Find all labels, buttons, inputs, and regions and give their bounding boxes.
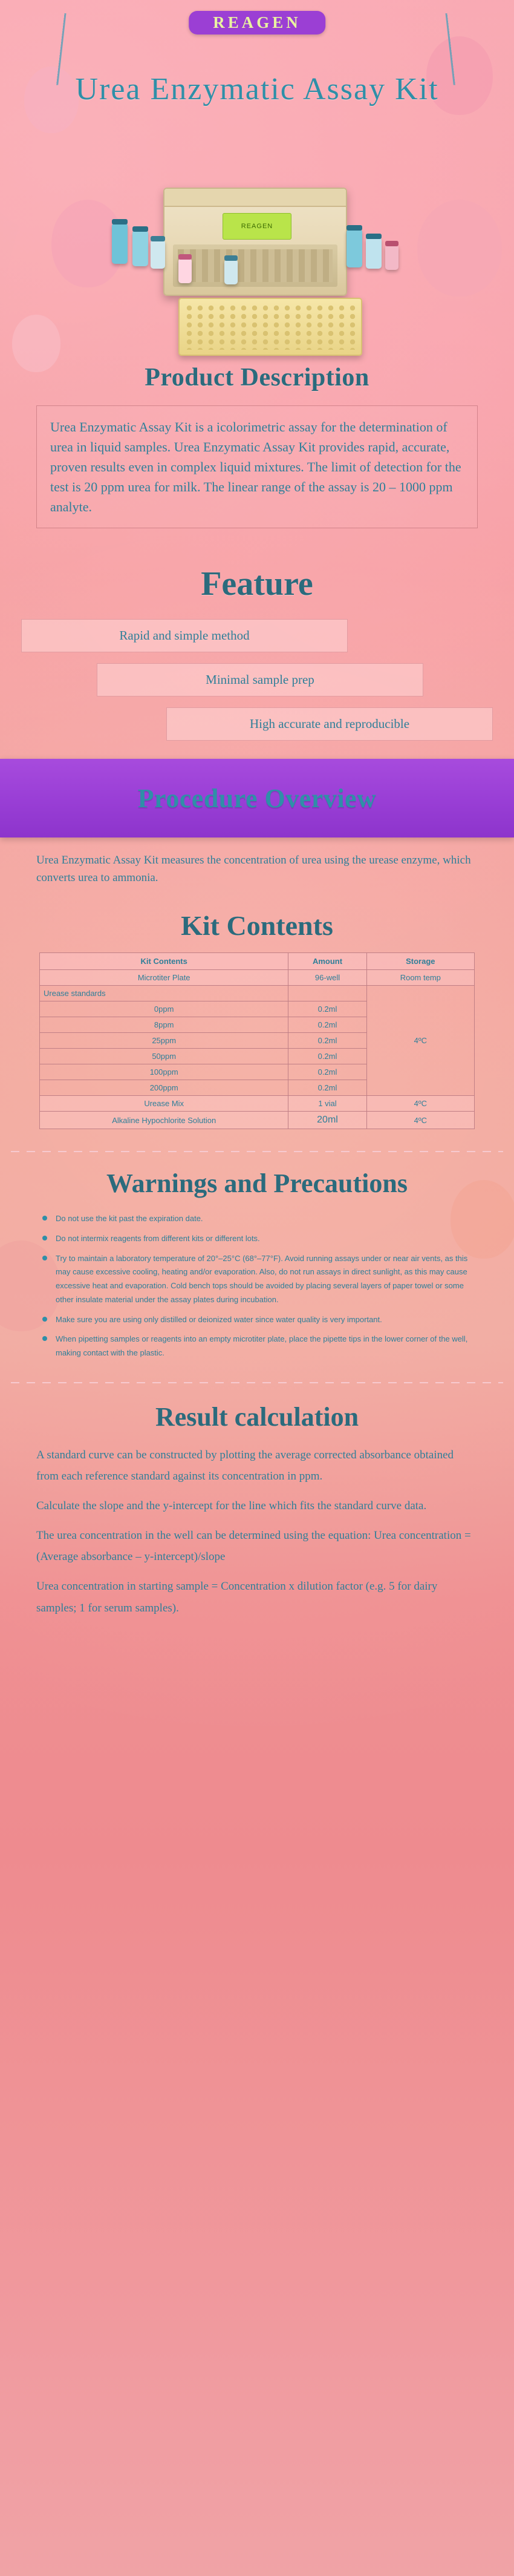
cell-name: Microtiter Plate	[40, 970, 288, 986]
feature-section	[0, 565, 514, 741]
list-item: Make sure you are using only distilled or deionized water since water quality is very important.	[42, 1313, 472, 1327]
kit-box-contents	[173, 244, 337, 287]
column-header-storage: Storage	[366, 953, 474, 970]
feature-item: High accurate and reproducible	[166, 707, 493, 741]
table-row	[40, 970, 475, 986]
warnings-list	[42, 1212, 472, 1360]
list-item: Do not use the kit past the expiration date.	[42, 1212, 472, 1226]
warnings-section	[0, 1168, 514, 1360]
cell-name: 8ppm	[40, 1017, 288, 1033]
reagent-vial	[151, 241, 165, 269]
reagent-vial	[224, 260, 238, 284]
cell-amount: 96-well	[288, 970, 366, 986]
kit-contents-table	[39, 952, 475, 1129]
kit-box-label: REAGEN	[223, 213, 291, 240]
cell-name: Alkaline Hypochlorite Solution	[40, 1112, 288, 1129]
column-header-amount: Amount	[288, 953, 366, 970]
cell-amount: 0.2ml	[288, 1033, 366, 1049]
paragraph: The urea concentration in the well can be determined using the equation: Urea concentration = (Average absorbance – y-intercept)/slope	[36, 1529, 471, 1564]
cell-storage: 4ºC	[366, 1096, 474, 1112]
reagent-vial	[346, 230, 362, 267]
microtiter-plate-illustration	[178, 298, 362, 356]
list-item: Try to maintain a laboratory temperature of 20°–25°C (68°–77°F). Avoid running assays under or near air vents, as this may cause excessive cooling, heating and/or evaporation. Also, do not run assays in direct sunlight, as this may cause excessive heat and evaporation. Cold bench tops should be avoided by placing several layers of paper towel or some other insulate material under the assay plates during incubation.	[42, 1252, 472, 1307]
kit-contents-heading: Kit Contents	[181, 910, 333, 941]
procedure-text: Urea Enzymatic Assay Kit measures the concentration of urea using the urease enzyme, which converts urea to ammonia.	[36, 854, 471, 884]
section-divider	[11, 1382, 503, 1383]
procedure-overview-section	[0, 759, 514, 887]
cell-storage: 4ºC	[366, 1112, 474, 1129]
table-header-row	[40, 953, 475, 970]
cell-name: Urease standards	[40, 986, 288, 1001]
cell-amount: 0.2ml	[288, 1017, 366, 1033]
cell-amount: 0.2ml	[288, 1001, 366, 1017]
list-item: When pipetting samples or reagents into an empty microtiter plate, place the pipette tips in the lower corner of the well, making contact with the plastic.	[42, 1332, 472, 1360]
cell-storage: 4ºC	[366, 986, 474, 1096]
cell-amount: 0.2ml	[288, 1064, 366, 1080]
feature-heading: Feature	[201, 565, 313, 603]
cell-name: 0ppm	[40, 1001, 288, 1017]
list-item: Do not intermix reagents from different kits or different lots.	[42, 1232, 472, 1246]
cell-amount	[288, 986, 366, 1001]
page-title: Urea Enzymatic Assay Kit	[75, 72, 439, 107]
cell-storage: Room temp	[366, 970, 474, 986]
table-row	[40, 986, 475, 1001]
warnings-heading: Warnings and Precautions	[106, 1168, 408, 1198]
product-photo	[106, 188, 408, 363]
section-divider	[11, 1151, 503, 1152]
paragraph: Calculate the slope and the y-intercept for the line which fits the standard curve data.	[36, 1499, 427, 1513]
cell-name: 50ppm	[40, 1049, 288, 1064]
kit-box-lid	[164, 189, 346, 207]
table-row	[40, 1112, 475, 1129]
result-calculation-section	[0, 1401, 514, 1619]
procedure-heading: Procedure Overview	[137, 783, 377, 813]
kit-contents-section	[0, 909, 514, 1129]
paragraph: A standard curve can be constructed by plotting the average corrected absorbance obtained from each reference standard against its concentration in ppm.	[36, 1448, 454, 1483]
cell-amount: 0.2ml	[288, 1049, 366, 1064]
reagent-vial	[385, 246, 399, 270]
cell-name: 100ppm	[40, 1064, 288, 1080]
table-row	[40, 1096, 475, 1112]
reagent-vial	[178, 259, 192, 283]
product-description-section	[0, 363, 514, 528]
cell-name: 200ppm	[40, 1080, 288, 1096]
procedure-banner	[0, 759, 514, 837]
feature-item: Rapid and simple method	[21, 619, 348, 652]
product-description-heading: Product Description	[145, 364, 369, 392]
cell-name: Urease Mix	[40, 1096, 288, 1112]
reagent-vial	[132, 231, 148, 266]
cell-name: 25ppm	[40, 1033, 288, 1049]
brand-badge: REAGEN	[189, 11, 325, 34]
reagent-vial	[366, 238, 382, 269]
result-calculation-body	[36, 1444, 478, 1619]
feature-item: Minimal sample prep	[97, 663, 423, 696]
result-calculation-heading: Result calculation	[155, 1401, 359, 1432]
cell-amount: 1 vial	[288, 1096, 366, 1112]
cell-amount: 0.2ml	[288, 1080, 366, 1096]
cell-amount: 20ml	[288, 1112, 366, 1129]
column-header-contents: Kit Contents	[40, 953, 288, 970]
reagent-vial	[112, 224, 128, 264]
hero-header	[0, 0, 514, 363]
paragraph: Urea concentration in starting sample = Concentration x dilution factor (e.g. 5 for dairy samples; 1 for serum samples).	[36, 1580, 438, 1614]
product-description-text: Urea Enzymatic Assay Kit is a icolorimetric assay for the determination of urea in liquid samples. Urea Enzymatic Assay Kit provides rapid, accurate, proven results even in complex liquid mixtures. The limit of detection for the test is 20 ppm urea for milk. The linear range of the assay is 20 – 1000 ppm analyte.	[36, 405, 478, 528]
